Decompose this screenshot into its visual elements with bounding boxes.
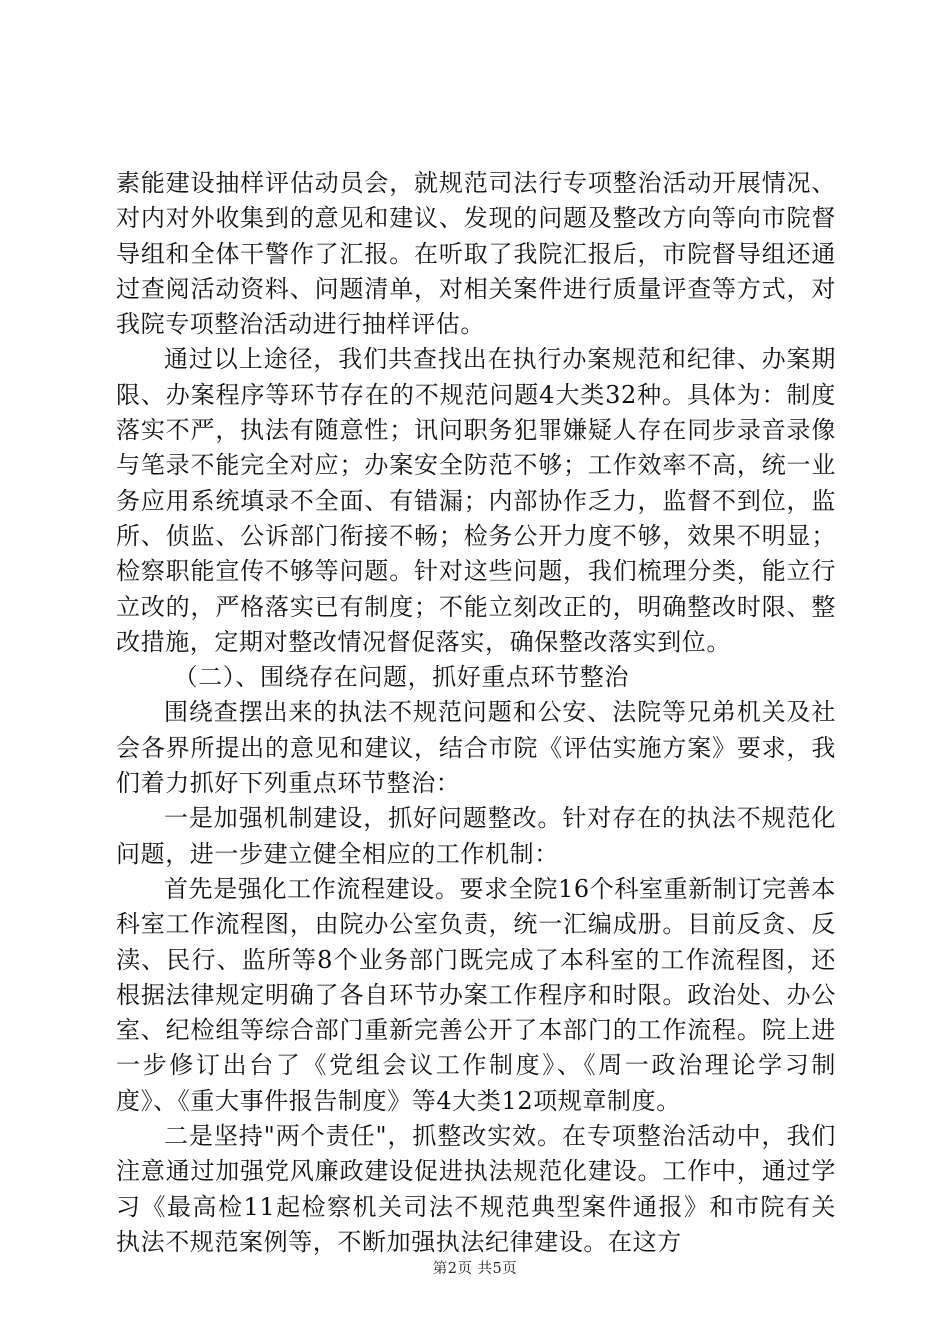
paragraph-two-responsibilities: 二是坚持"两个责任"，抓整改实效。在专项整治活动中，我们注意通过加强党风廉政建设促进执法规范化建设。工作中，通过学习《最高检11起检察机关司法不规范典型案件通报》和市院有关执法不规范案例等，不断加强执法纪律建设。在这方 — [116, 1122, 836, 1256]
paragraph-workflow-building: 首先是强化工作流程建设。要求全院16个科室重新制订完善本科室工作流程图，由院办公室负责，统一汇编成册。目前反贪、反渎、民行、监所等8个业务部门既完成了本科室的工作流程图，还根据法律规定明确了各自环节办案工作程序和时限。政治处、办公室、纪检组等综合部门重新完善公开了本部门的工作流程。院上进一步修订出台了《党组会议工作制度》、《周一政治理论学习制度》、《重大事件报告制度》等4大类12项规章制度。 — [116, 874, 836, 1115]
section-heading: （二）、围绕存在问题，抓好重点环节整治 — [173, 663, 629, 692]
page-number-footer: 第2页 共5页 — [432, 1261, 518, 1277]
paragraph-problems-found: 通过以上途径，我们共查找出在执行办案规范和纪律、办案期限、办案程序等环节存在的不规范问题4大类32种。具体为：制度落实不严，执法有随意性；讯问职务犯罪嫌疑人存在同步录音录像与笔录不能完全对应；办案安全防范不够；工作效率不高，统一业务应用系统填录不全面、有错漏；内部协作乏力，监督不到位，监所、侦监、公诉部门衔接不畅；检务公开力度不够，效果不明显；检察职能宣传不够等问题。针对这些问题，我们梳理分类，能立行立改的，严格落实已有制度；不能立刻改正的，明确整改时限、整改措施，定期对整改情况督促落实，确保整改落实到位。 — [116, 345, 836, 656]
document-body — [116, 166, 836, 1260]
paragraph-mechanism-building: 一是加强机制建设，抓好问题整改。针对存在的执法不规范化问题，进一步建立健全相应的工作机制： — [116, 804, 836, 868]
paragraph-rectification-intro: 围绕查摆出来的执法不规范问题和公安、法院等兄弟机关及社会各界所提出的意见和建议，结合市院《评估实施方案》要求，我们着力抓好下列重点环节整治： — [116, 698, 836, 798]
paragraph-continuation: 素能建设抽样评估动员会，就规范司法行专项整治活动开展情况、对内对外收集到的意见和建议、发现的问题及整改方向等向市院督导组和全体干警作了汇报。在听取了我院汇报后，市院督导组还通过查阅活动资料、问题清单，对相关案件进行质量评查等方式，对我院专项整治活动进行抽样评估。 — [116, 169, 836, 339]
